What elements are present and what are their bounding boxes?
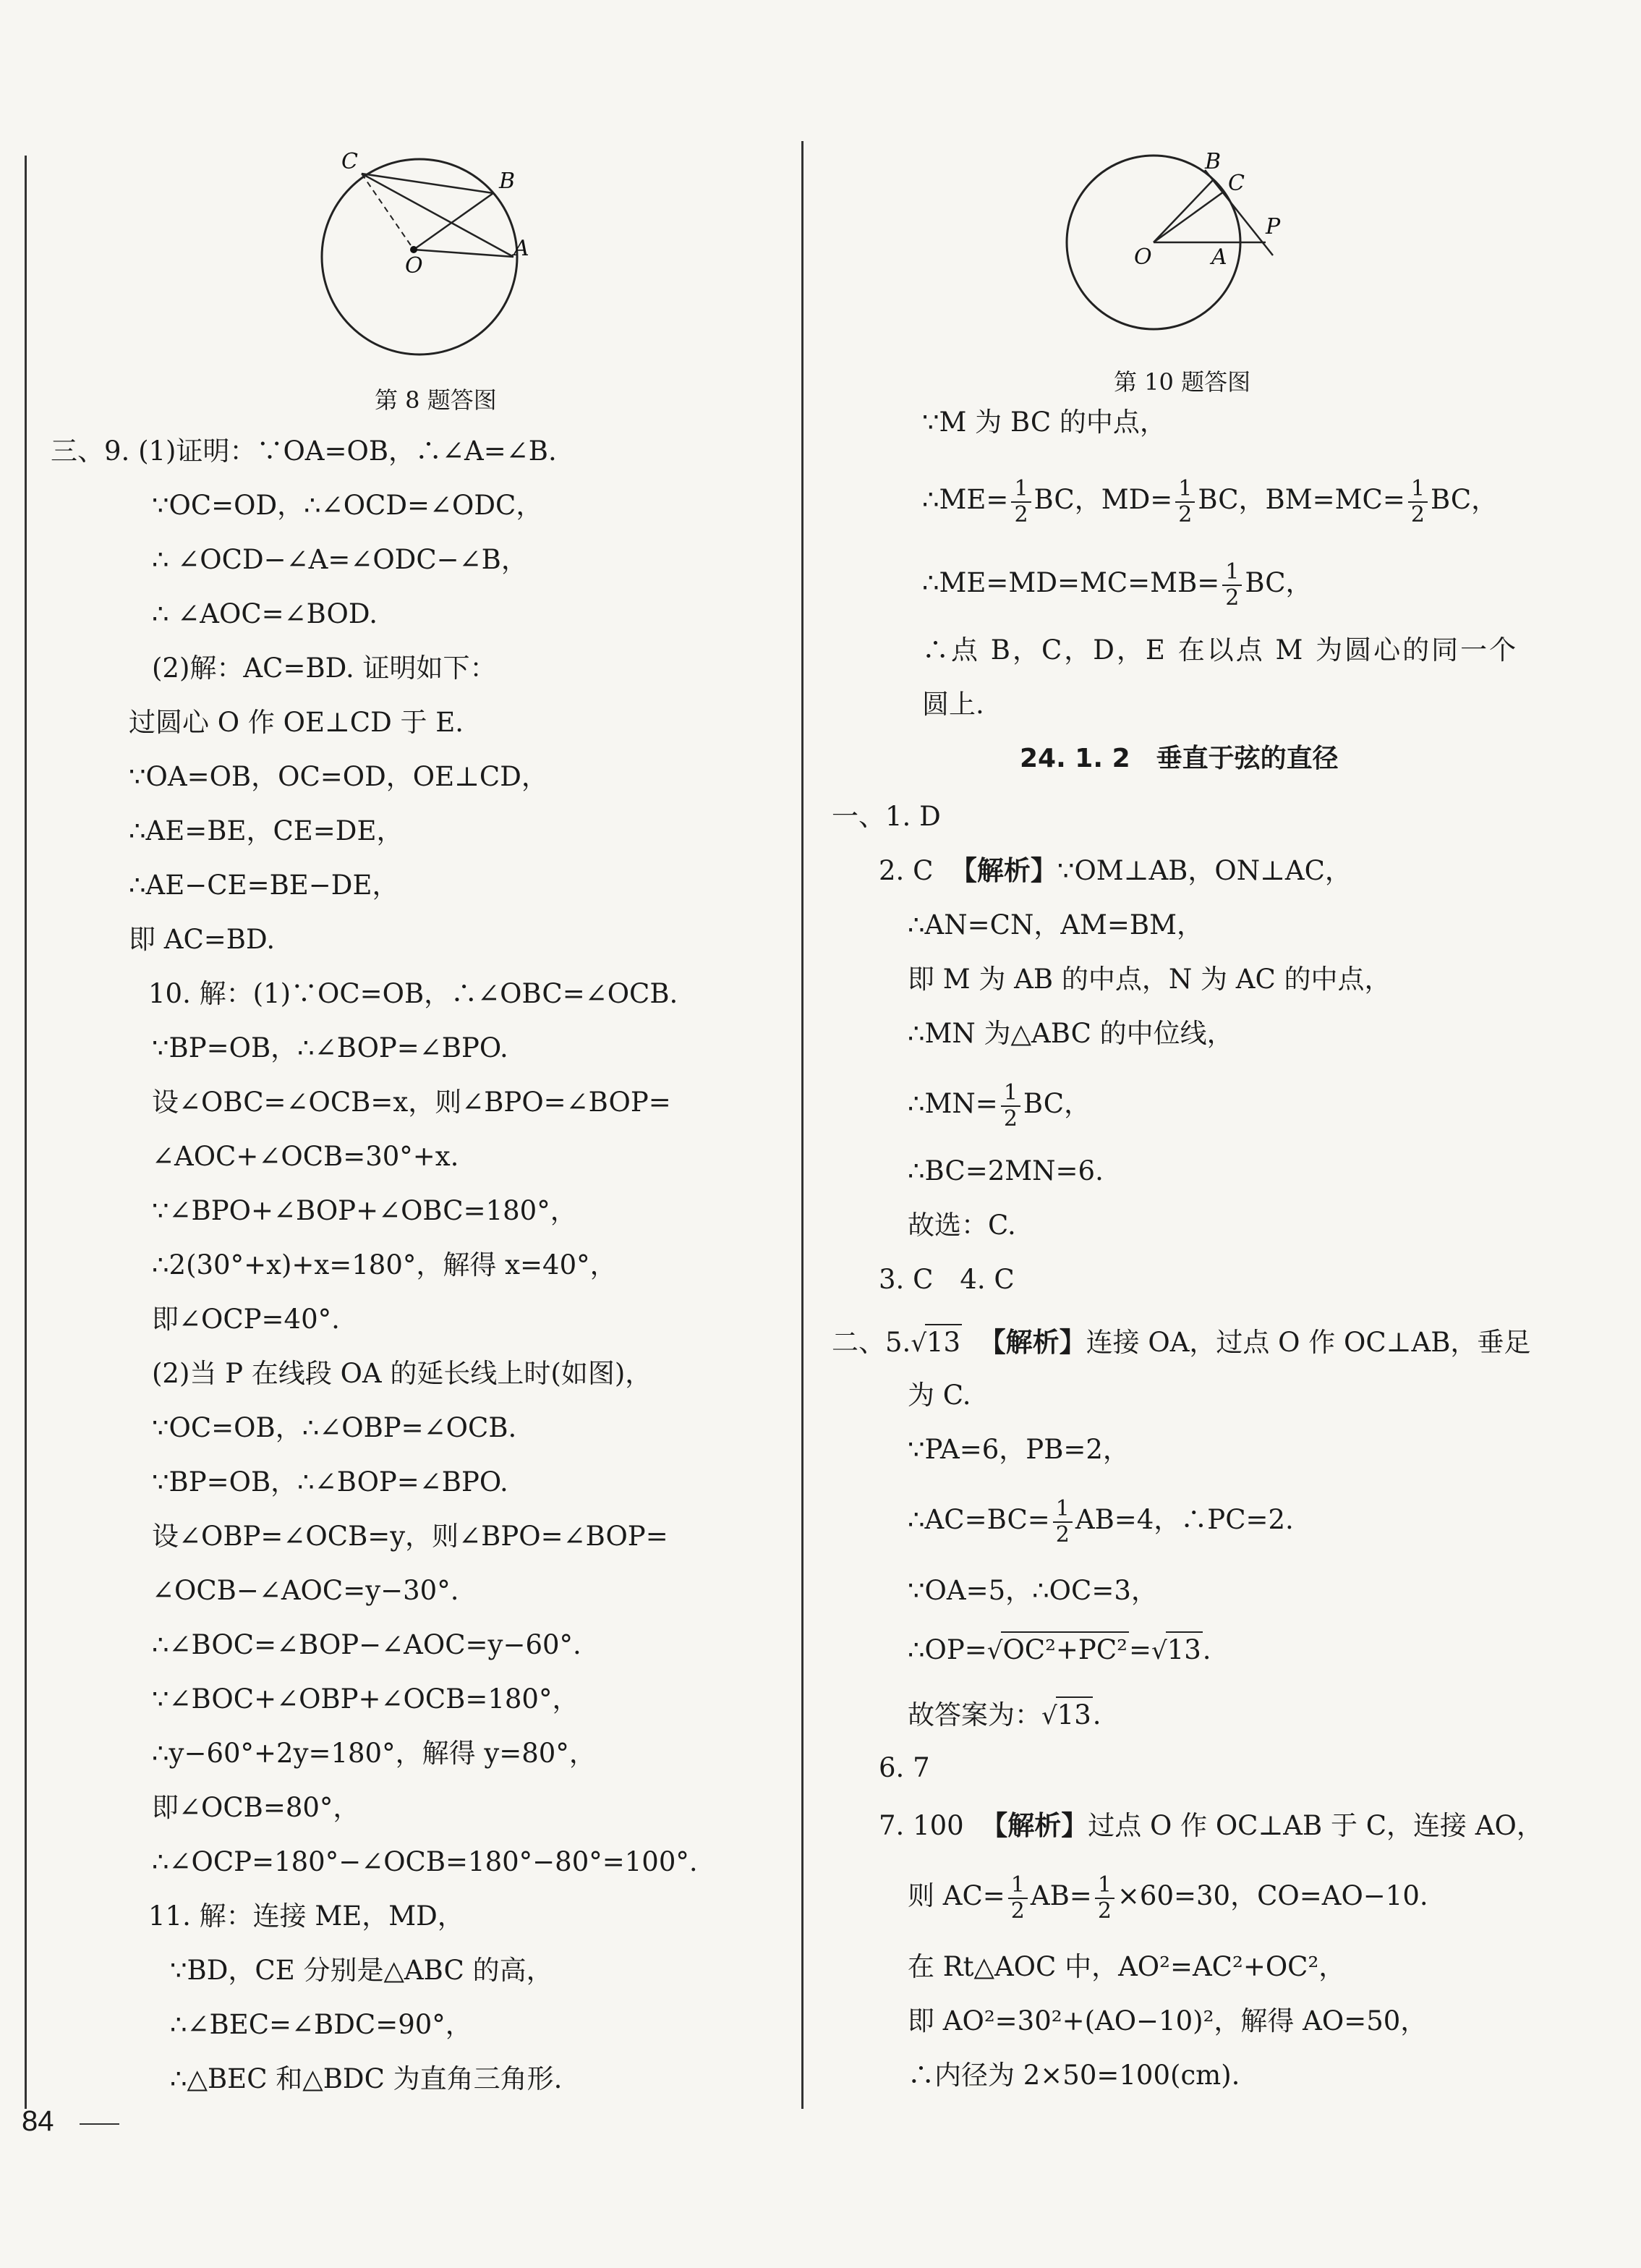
left-line-20: ∵BP=OB，∴∠BOP=∠BPO.: [152, 1466, 508, 1498]
left-line-18: (2)当 P 在线段 OA 的延长线上时(如图)，: [152, 1358, 652, 1389]
r-line-5: 圆上.: [922, 689, 984, 720]
left-margin-rule: [25, 156, 27, 2109]
column-divider: [801, 141, 804, 2109]
q5-line-7: 故答案为：√13.: [908, 1696, 1101, 1733]
left-line-4: ∴ ∠AOC=∠BOD.: [152, 598, 378, 629]
r-line-1: ∵M 为 BC 的中点，: [922, 407, 1167, 438]
left-line-15: ∵∠BPO+∠BOP+∠OBC=180°，: [152, 1195, 577, 1226]
figure-8: [304, 148, 535, 380]
left-line-28: 11. 解：连接 ME，MD，: [148, 1900, 464, 1932]
left-line-26: 即∠OCB=80°，: [152, 1792, 360, 1823]
left-line-14: ∠AOC+∠OCB=30°+x.: [152, 1141, 459, 1172]
q2-line-7: 故选：C.: [908, 1210, 1016, 1241]
left-line-29: ∵BD，CE 分别是△ABC 的高，: [170, 1955, 553, 1986]
q7-line-3: 在 Rt△AOC 中，AO²=AC²+OC²，: [908, 1951, 1346, 1982]
left-line-21: 设∠OBP=∠OCB=y，则∠BPO=∠BOP=: [152, 1521, 668, 1552]
left-line-23: ∴∠BOC=∠BOP−∠AOC=y−60°.: [152, 1629, 581, 1660]
q7-line-5: ∴内径为 2×50=100(cm).: [908, 2060, 1240, 2091]
left-line-1: 三、9. (1)证明：∵OA=OB，∴∠A=∠B.: [51, 436, 557, 467]
fig10-label-a: A: [1211, 245, 1227, 270]
left-line-2: ∵OC=OD，∴∠OCD=∠ODC，: [152, 490, 543, 521]
q6: 6. 7: [879, 1752, 930, 1783]
q7-line-1: 7. 100 【解析】过点 O 作 OC⊥AB 于 C，连接 AO，: [879, 1810, 1543, 1841]
left-line-5: (2)解：AC=BD. 证明如下：: [152, 653, 497, 684]
left-line-9: ∴AE−CE=BE−DE，: [129, 870, 399, 901]
page-number-dash: [80, 2123, 119, 2125]
left-line-31: ∴△BEC 和△BDC 为直角三角形.: [170, 2063, 563, 2094]
left-line-27: ∴∠OCP=180°−∠OCB=180°−80°=100°.: [152, 1846, 698, 1877]
q2-line-3: 即 M 为 AB 的中点，N 为 AC 的中点，: [908, 964, 1391, 995]
fig8-label-c: C: [341, 149, 358, 174]
left-line-16: ∴2(30°+x)+x=180°，解得 x=40°，: [152, 1249, 617, 1280]
section-title: 24. 1. 2 垂直于弦的直径: [1020, 744, 1339, 773]
left-line-30: ∴∠BEC=∠BDC=90°，: [170, 2009, 472, 2040]
q5-line-1: 二、5.√13 【解析】连接 OA，过点 O 作 OC⊥AB，垂足: [832, 1324, 1530, 1361]
left-line-17: 即∠OCP=40°.: [152, 1304, 340, 1335]
left-line-25: ∴y−60°+2y=180°，解得 y=80°，: [152, 1738, 596, 1769]
q7-line-2: 则 AC= $\frac{1}{2}$ AB= $\frac{1}{2}$ ×60=30，CO=AO−10.: [908, 1872, 1428, 1924]
q5-line-2: 为 C.: [908, 1380, 971, 1411]
fig8-label-a: A: [513, 236, 529, 261]
q2-line-4: ∴MN 为△ABC 的中位线，: [908, 1018, 1234, 1049]
fig10-label-o: O: [1134, 245, 1152, 270]
fig8-caption: 第 8 题答图: [375, 386, 497, 414]
left-line-3: ∴ ∠OCD−∠A=∠ODC−∠B，: [152, 544, 528, 575]
q2-line-1: 2. C 【解析】∵OM⊥AB，ON⊥AC，: [879, 855, 1352, 886]
q3-q4: 3. C 4. C: [879, 1264, 1015, 1295]
q2-line-5: ∴MN= $\frac{1}{2}$ BC，: [908, 1079, 1091, 1131]
q5-line-3: ∵PA=6，PB=2，: [908, 1434, 1130, 1465]
left-line-6: 过圆心 O 作 OE⊥CD 于 E.: [129, 707, 464, 738]
fig10-label-p: P: [1266, 214, 1281, 239]
left-line-7: ∵OA=OB，OC=OD，OE⊥CD，: [129, 761, 548, 792]
fig10-label-b: B: [1205, 149, 1222, 174]
fig8-label-b: B: [499, 169, 516, 194]
q7-line-4: 即 AO²=30²+(AO−10)²，解得 AO=50，: [908, 2005, 1428, 2036]
q5-line-4: ∴AC=BC= $\frac{1}{2}$ AB=4，∴PC=2.: [908, 1495, 1294, 1547]
r-line-2: ∴ME= $\frac{1}{2}$ BC，MD= $\frac{1}{2}$ BC，BM=MC= $\frac{1}{2}$ BC，: [922, 475, 1499, 527]
q2-line-2: ∴AN=CN，AM=BM，: [908, 909, 1204, 940]
q5-line-6: ∴OP=√OC²+PC²=√13.: [908, 1631, 1211, 1668]
left-line-24: ∵∠BOC+∠OBP+∠OCB=180°，: [152, 1683, 579, 1715]
left-line-8: ∴AE=BE，CE=DE，: [129, 815, 404, 846]
left-line-13: 设∠OBC=∠OCB=x，则∠BPO=∠BOP=: [152, 1087, 671, 1118]
page-number: 84: [22, 2105, 54, 2137]
left-line-22: ∠OCB−∠AOC=y−30°.: [152, 1575, 459, 1606]
r-line-3: ∴ME=MD=MC=MB= $\frac{1}{2}$ BC，: [922, 558, 1313, 611]
fig10-caption: 第 10 题答图: [1114, 368, 1251, 396]
fig10-label-c: C: [1228, 171, 1245, 196]
r-line-4: ∴点 B，C，D，E 在以点 M 为圆心的同一个: [922, 634, 1519, 666]
left-line-19: ∵OC=OB，∴∠OBP=∠OCB.: [152, 1412, 517, 1443]
fig8-label-o: O: [405, 253, 423, 279]
q2-line-6: ∴BC=2MN=6.: [908, 1155, 1104, 1186]
figure-10: [1063, 148, 1309, 358]
left-line-12: ∵BP=OB，∴∠BOP=∠BPO.: [152, 1032, 508, 1063]
left-line-10: 即 AC=BD.: [129, 924, 276, 955]
q1: 一、1. D: [832, 801, 941, 832]
left-line-11: 10. 解：(1)∵OC=OB，∴∠OBC=∠OCB.: [148, 978, 678, 1009]
q5-line-5: ∵OA=5，∴OC=3，: [908, 1575, 1158, 1606]
frac-half: $\frac{1}{2}$: [1011, 477, 1031, 527]
